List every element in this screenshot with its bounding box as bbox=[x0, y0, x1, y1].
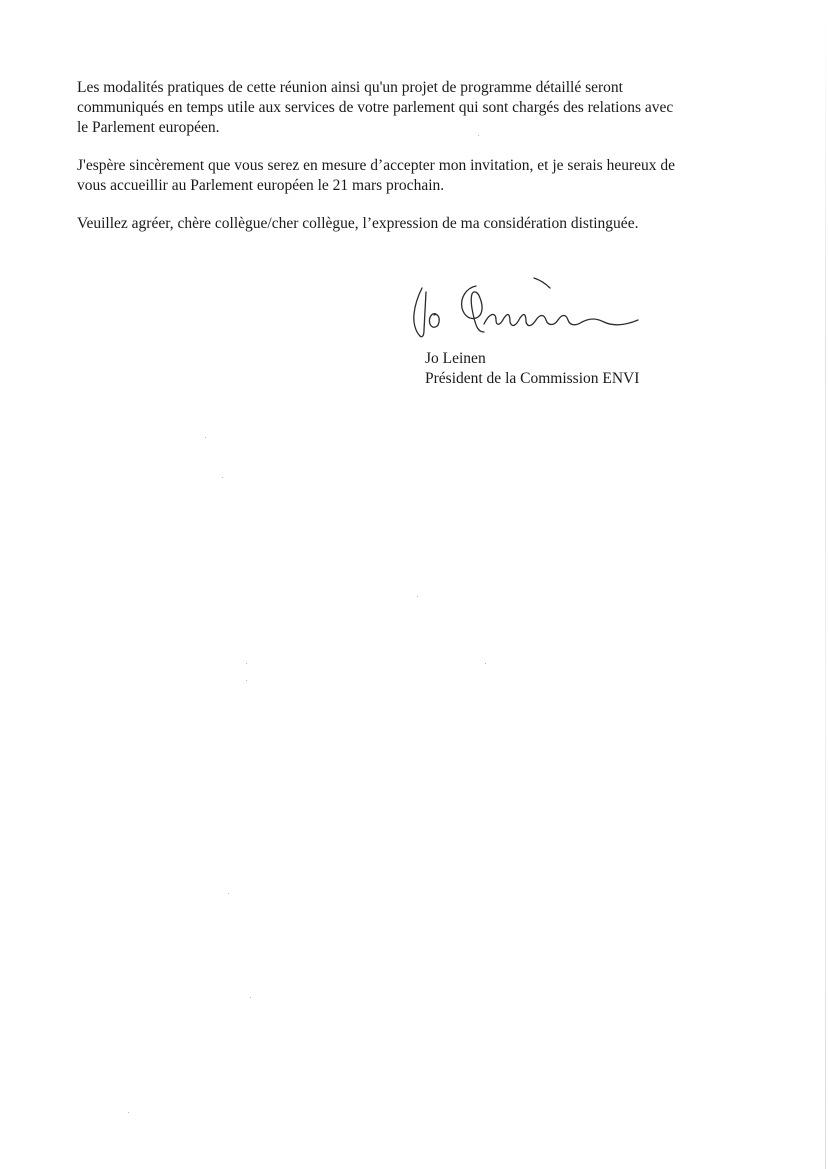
scan-speck bbox=[478, 135, 479, 136]
scan-speck bbox=[485, 663, 486, 664]
signer-name: Jo Leinen bbox=[425, 350, 486, 367]
scan-speck bbox=[246, 663, 247, 664]
signature-block bbox=[425, 349, 639, 389]
scan-speck bbox=[417, 596, 418, 597]
scan-speck bbox=[246, 680, 247, 681]
letter-body bbox=[77, 78, 757, 252]
scan-edge bbox=[825, 0, 826, 1169]
text-line: J'espère sincèrement que vous serez en mesure d’accepter mon invitation, et je serais heureux de bbox=[77, 157, 676, 174]
scan-speck bbox=[205, 437, 206, 438]
text-line: vous accueillir au Parlement européen le 21 mars prochain. bbox=[77, 177, 445, 194]
paragraph-closing bbox=[77, 214, 757, 234]
text-line: Veuillez agréer, chère collègue/cher collègue, l’expression de ma considération distinguée. bbox=[77, 215, 639, 232]
signer-title: Président de la Commission ENVI bbox=[425, 370, 640, 387]
handwritten-signature bbox=[400, 268, 680, 358]
text-line: communiqués en temps utile aux services de votre parlement qui sont chargés des relations avec bbox=[77, 99, 674, 116]
paragraph-invitation bbox=[77, 156, 757, 196]
paragraph-practical-arrangements bbox=[77, 78, 757, 138]
text-line: Les modalités pratiques de cette réunion ainsi qu'un projet de programme détaillé seront bbox=[77, 79, 623, 96]
scan-speck bbox=[222, 477, 223, 478]
scan-speck bbox=[250, 997, 251, 998]
scan-speck bbox=[228, 893, 229, 894]
text-line: le Parlement européen. bbox=[77, 119, 220, 136]
scan-speck bbox=[128, 1112, 129, 1113]
